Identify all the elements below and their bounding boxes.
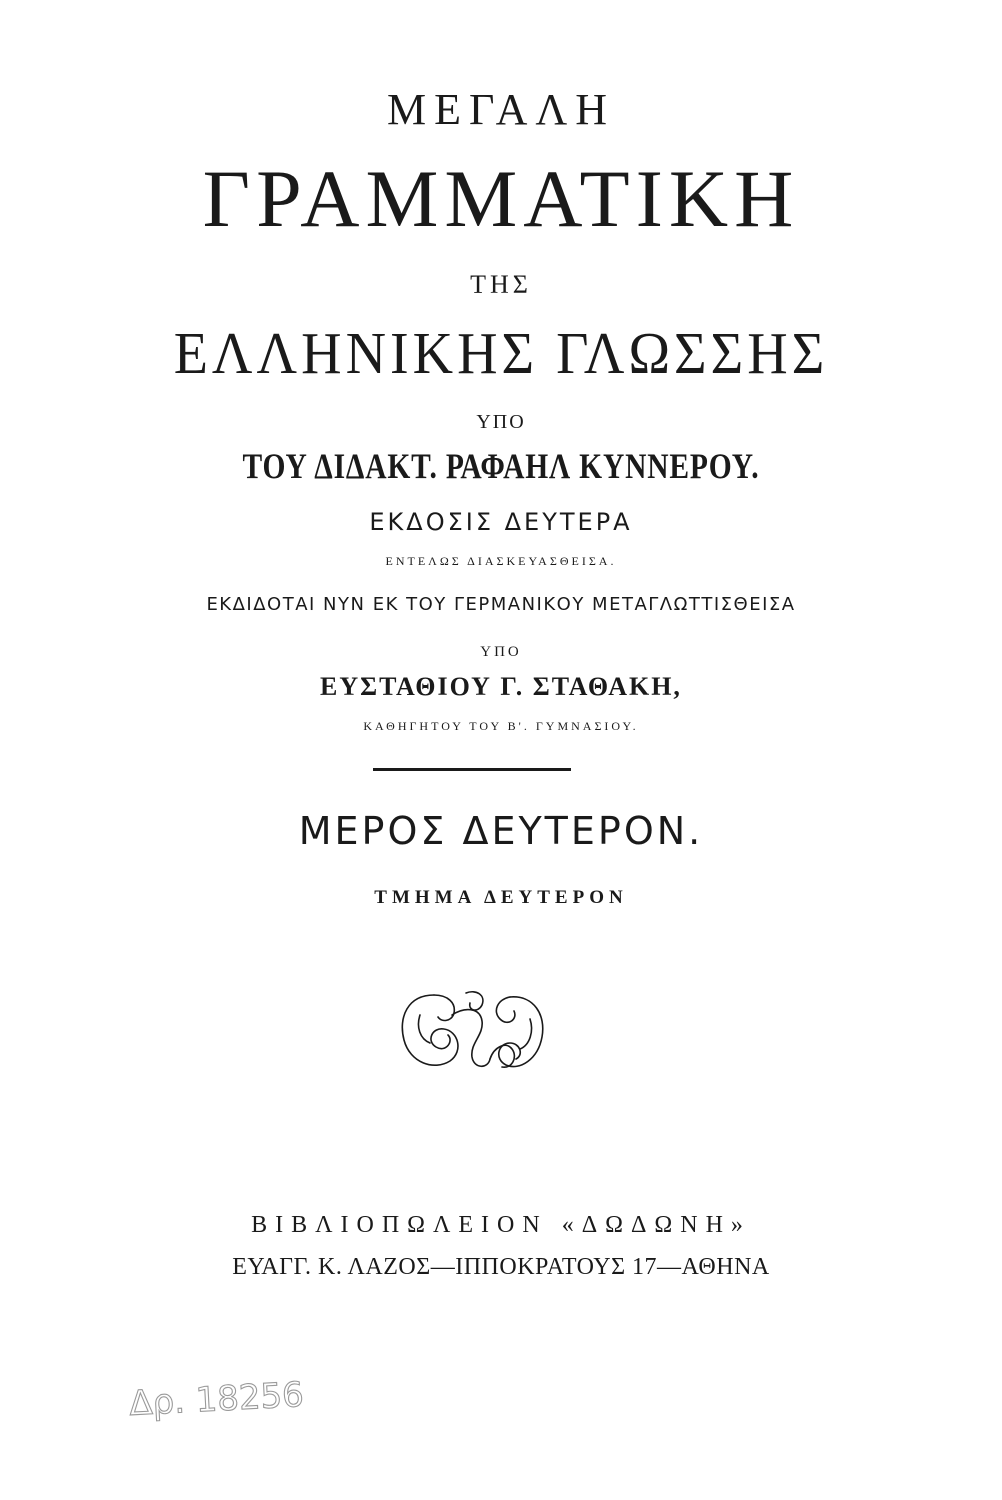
translator-name: ΕΥΣΤΑΘΙΟΥ Γ. ΣΤΑΘΑΚΗ, bbox=[320, 672, 682, 701]
translation-note: ΕΚΔΙΔΟΤΑΙ ΝΥΝ ΕΚ ΤΟΥ ΓΕΡΜΑΝΙΚΟΥ ΜΕΤΑΓΛΩΤΤΙΣΘΕΙΣΑ bbox=[206, 594, 796, 615]
translator-title: ΚΑΘΗΓΗΤΟΥ ΤΟΥ Β'. ΓΥΜΝΑΣΙΟΥ. bbox=[363, 719, 639, 733]
title-line-tis: ΤΗΣ bbox=[470, 270, 532, 299]
edition-line: ΕΚΔΟΣΙΣ ΔΕΥΤΕΡΑ bbox=[369, 508, 633, 536]
title-line-ellinikis-glossis: ΕΛΛΗΝΙΚΗΣ ΓΛΩΣΣΗΣ bbox=[173, 321, 829, 387]
svg-text:Δρ. 18256: Δρ. 18256 bbox=[128, 1374, 305, 1425]
title-line-grammatiki: ΓΡΑΜΜΑΤΙΚΗ bbox=[202, 153, 800, 244]
by-line-translator: ΥΠΟ bbox=[480, 644, 522, 660]
divider-rule bbox=[373, 768, 571, 771]
flourish-ornament-icon bbox=[394, 985, 550, 1077]
section-heading: ΤΜΗΜΑ ΔΕΥΤΕΡΟΝ bbox=[374, 887, 628, 908]
part-heading: ΜΕΡΟΣ ΔΕΥΤΕΡΟΝ. bbox=[298, 809, 704, 853]
publisher-address: ΕΥΑΓΓ. Κ. ΛΑΖΟΣ—ΙΠΠΟΚΡΑΤΟΥΣ 17—ΑΘΗΝΑ bbox=[232, 1254, 770, 1280]
edition-note: ΕΝΤΕΛΩΣ ΔΙΑΣΚΕΥΑΣΘΕΙΣΑ. bbox=[385, 554, 617, 568]
publisher-name: ΒΙΒΛΙΟΠΩΛΕΙΟΝ «ΔΩΔΩΝΗ» bbox=[251, 1212, 751, 1238]
handwritten-shelfmark bbox=[125, 1365, 375, 1425]
by-line-author: ΥΠΟ bbox=[476, 411, 526, 433]
author-name: ΤΟΥ ΔΙΔΑΚΤ. ΡΑΦΑΗΛ ΚΥΝΝΕΡΟΥ. bbox=[242, 446, 760, 486]
title-line-megali: ΜΕΓΑΛΗ bbox=[386, 85, 616, 134]
